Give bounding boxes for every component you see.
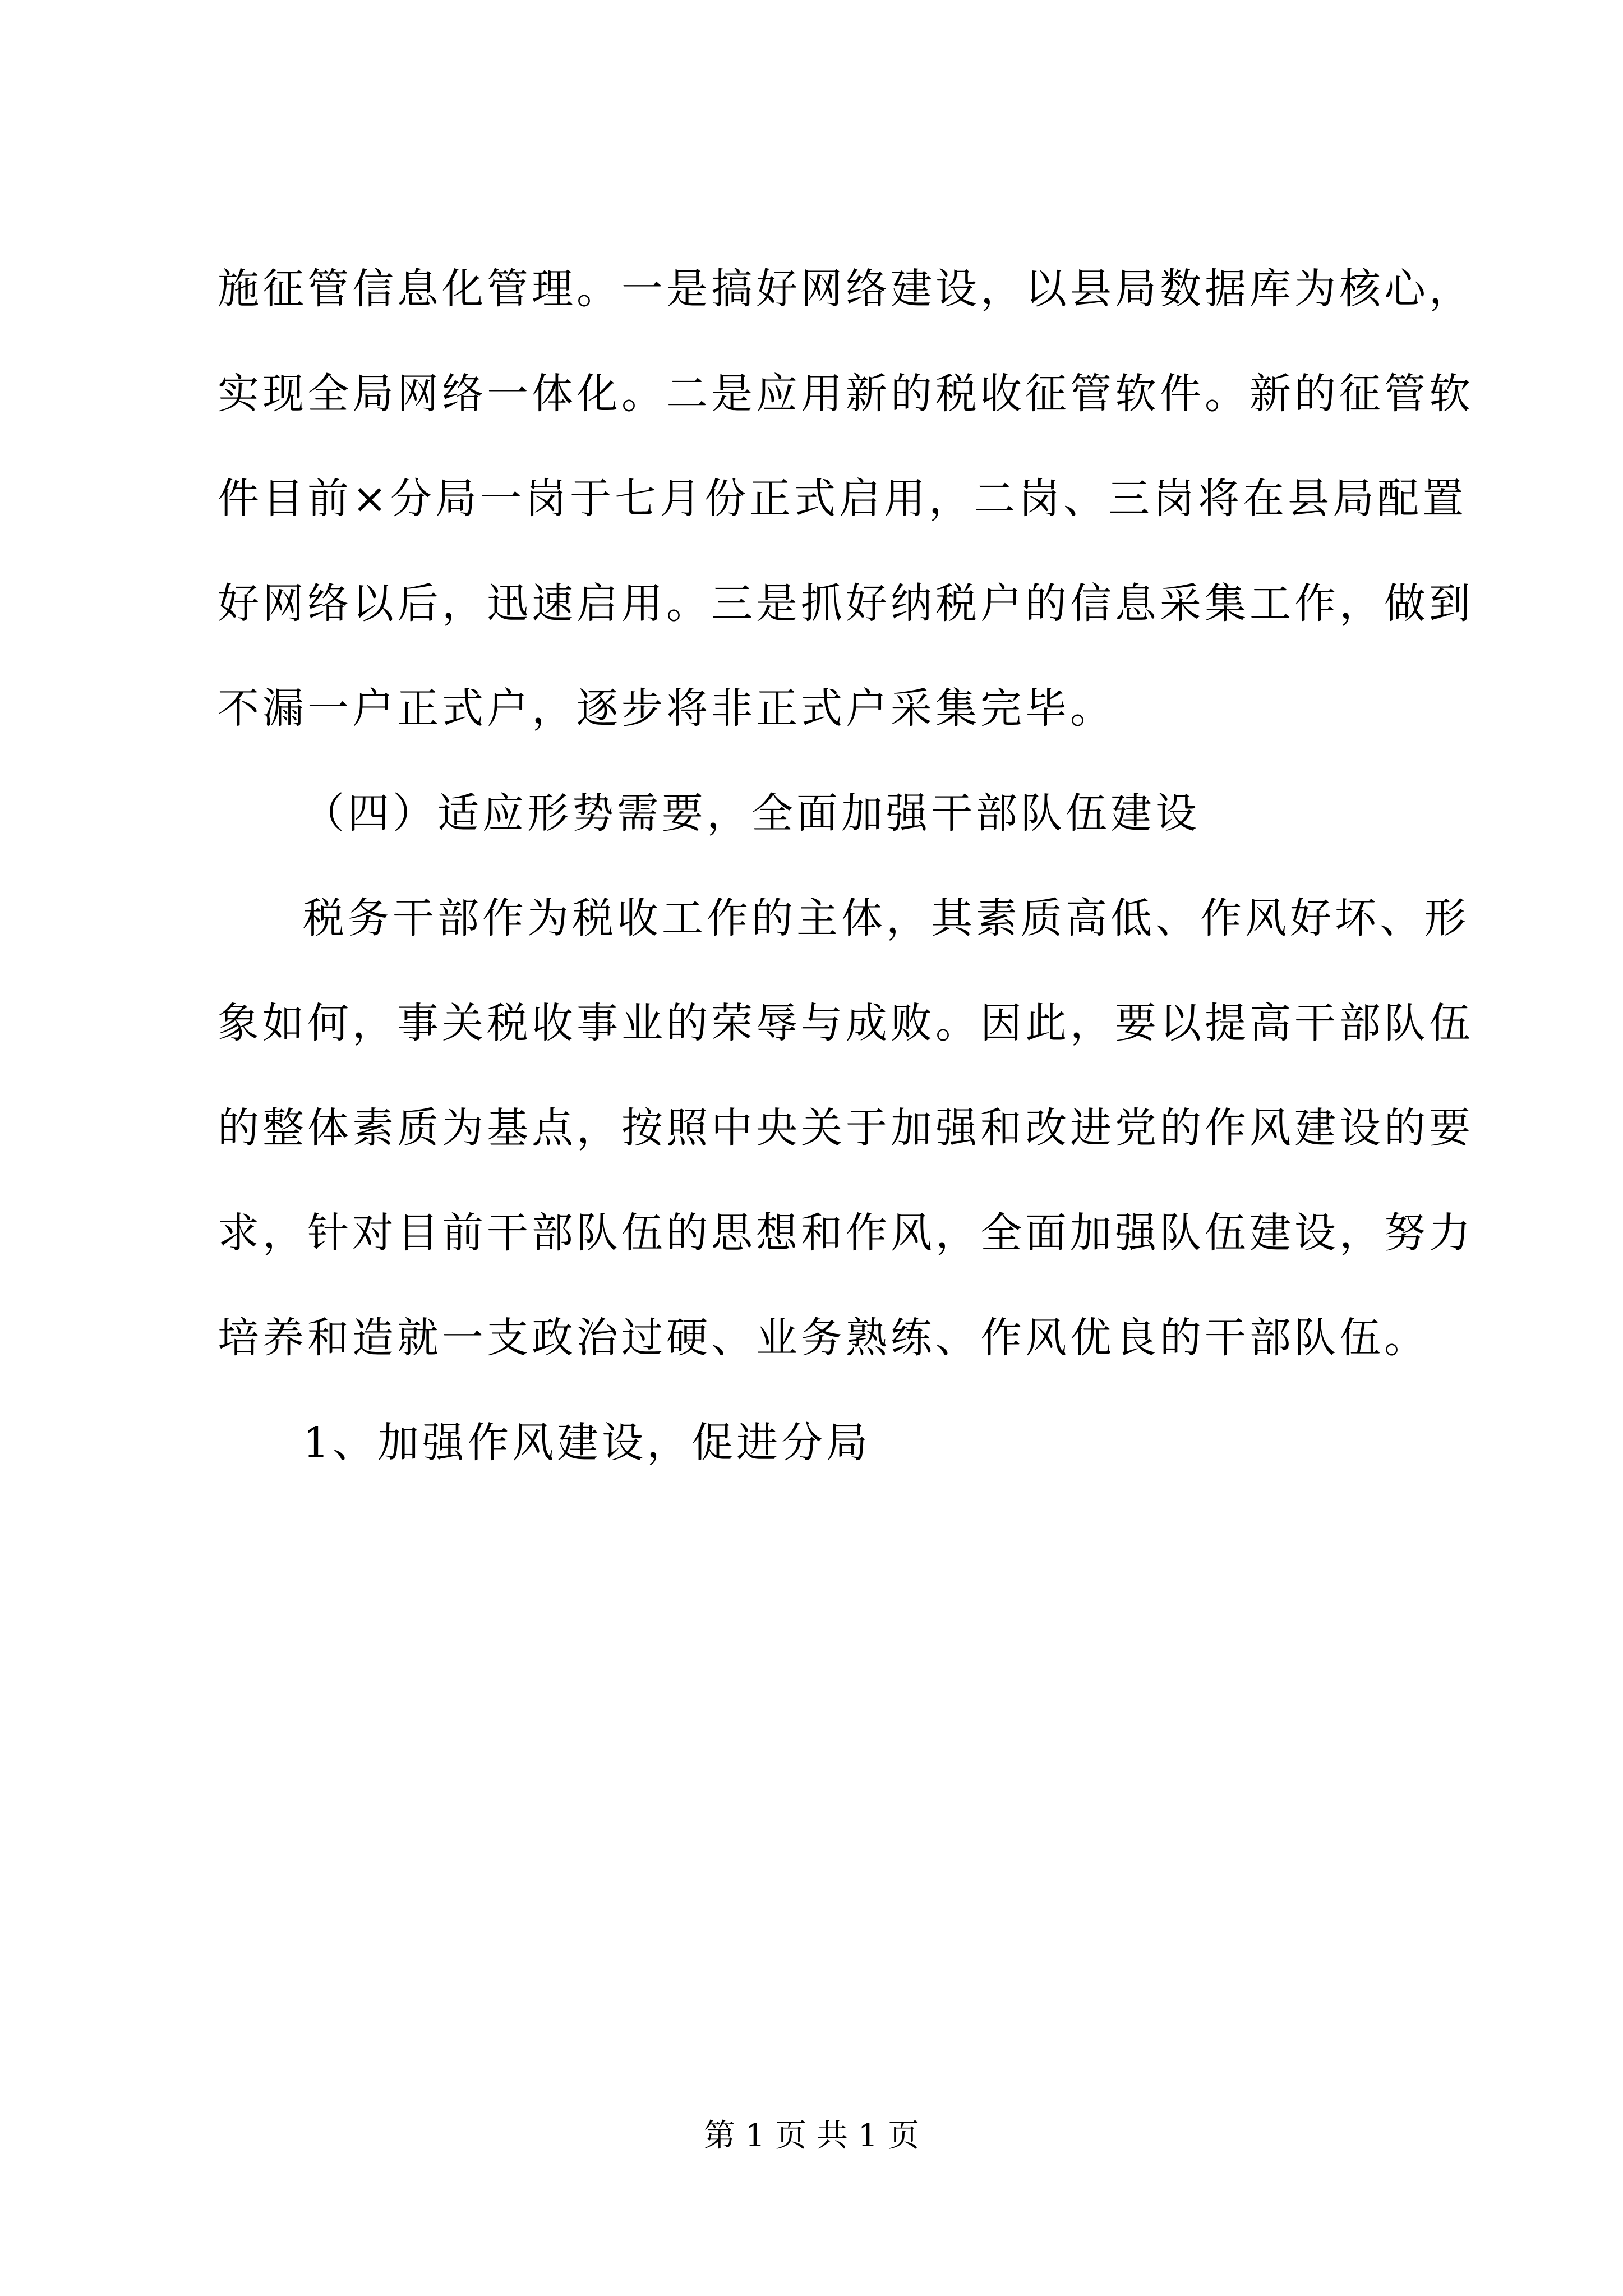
body-text-line: 不漏一户正式户，逐步将非正式户采集完毕。 [218,684,1115,733]
body-text-line: 施征管信息化管理。一是搞好网络建设，以县局数据库为核心， [218,265,1474,313]
body-text-line: 象如何，事关税收事业的荣辱与成败。因此，要以提高干部队伍 [218,999,1474,1047]
subsection-heading: 1、加强作风建设，促进分局 [303,1419,872,1467]
body-text-line: 求，针对目前干部队伍的思想和作风，全面加强队伍建设，努力 [218,1209,1474,1257]
body-text-line: 实现全局网络一体化。二是应用新的税收征管软件。新的征管软 [218,370,1474,418]
body-text-line: 的整体素质为基点，按照中央关于加强和改进党的作风建设的要 [218,1104,1474,1152]
section-heading: （四）适应形势需要，全面加强干部队伍建设 [303,789,1200,838]
body-text-line: 税务干部作为税收工作的主体，其素质高低、作风好坏、形 [303,894,1469,942]
page-footer: 第 1 页 共 1 页 [703,2118,920,2154]
body-text-line: 好网络以后，迅速启用。三是抓好纳税户的信息采集工作，做到 [218,579,1474,628]
body-text-line: 件目前×分局一岗于七月份正式启用，二岗、三岗将在县局配置 [218,475,1468,523]
body-text-line: 培养和造就一支政治过硬、业务熟练、作风优良的干部队伍。 [218,1314,1429,1362]
